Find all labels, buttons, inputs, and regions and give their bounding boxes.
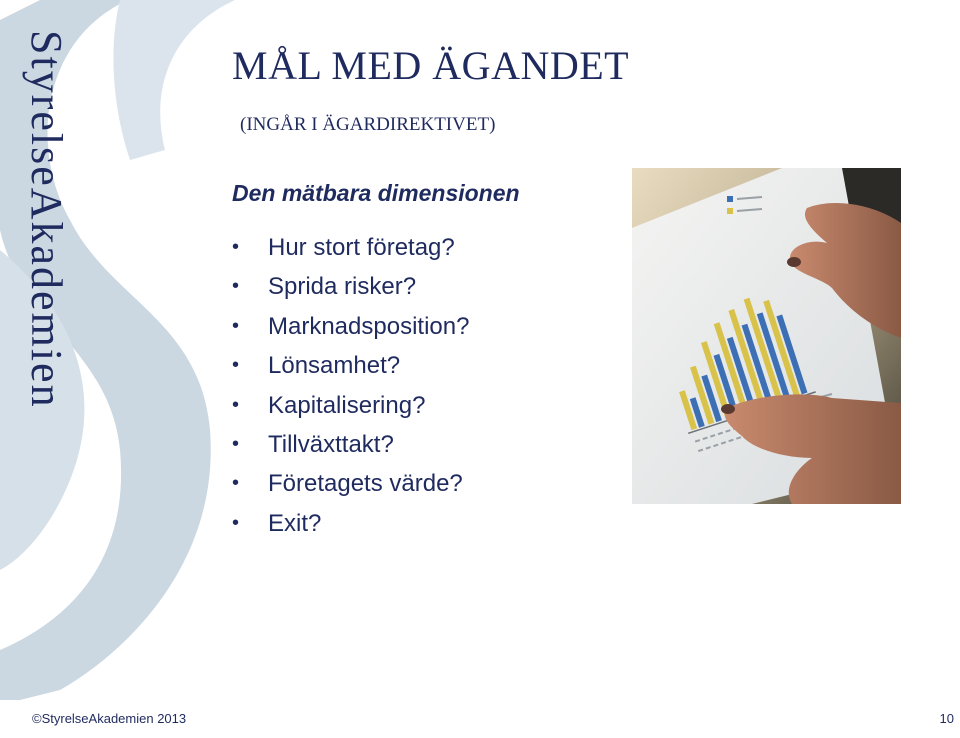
bullet-icon: • <box>232 275 240 298</box>
page-number: 10 <box>939 711 954 726</box>
bullet-list <box>232 228 469 543</box>
section-heading: Den mätbara dimensionen <box>232 180 520 206</box>
bullet-icon: • <box>232 236 240 258</box>
svg-text:StyrelseAkademien: StyrelseAkademien <box>22 30 71 409</box>
bullet-icon: • <box>232 314 240 337</box>
list-item: • Lönsamhet? <box>232 346 469 385</box>
styrelseakademien-logo <box>0 20 74 670</box>
list-item: • Företagets värde? <box>232 464 469 503</box>
list-item: • Marknadsposition? <box>232 307 469 346</box>
bullet-icon: • <box>232 472 240 495</box>
hands-pointing-bar-chart-photo-icon <box>632 168 901 504</box>
bullet-icon: • <box>232 511 240 534</box>
bullet-icon: • <box>232 432 240 455</box>
footer-copyright: ©StyrelseAkademien 2013 <box>32 711 187 726</box>
list-item: • Exit? <box>232 504 469 543</box>
list-item: • Hur stort företag? <box>232 228 469 267</box>
bullet-icon: • <box>232 354 240 377</box>
list-item: • Tillväxttakt? <box>232 425 469 464</box>
slide-title: MÅL MED ÄGANDET <box>232 43 630 88</box>
slide-subtitle: (INGÅR I ÄGARDIREKTIVET) <box>240 114 496 135</box>
list-item: • Sprida risker? <box>232 267 469 306</box>
list-item: • Kapitalisering? <box>232 386 469 425</box>
bullet-icon: • <box>232 393 240 416</box>
